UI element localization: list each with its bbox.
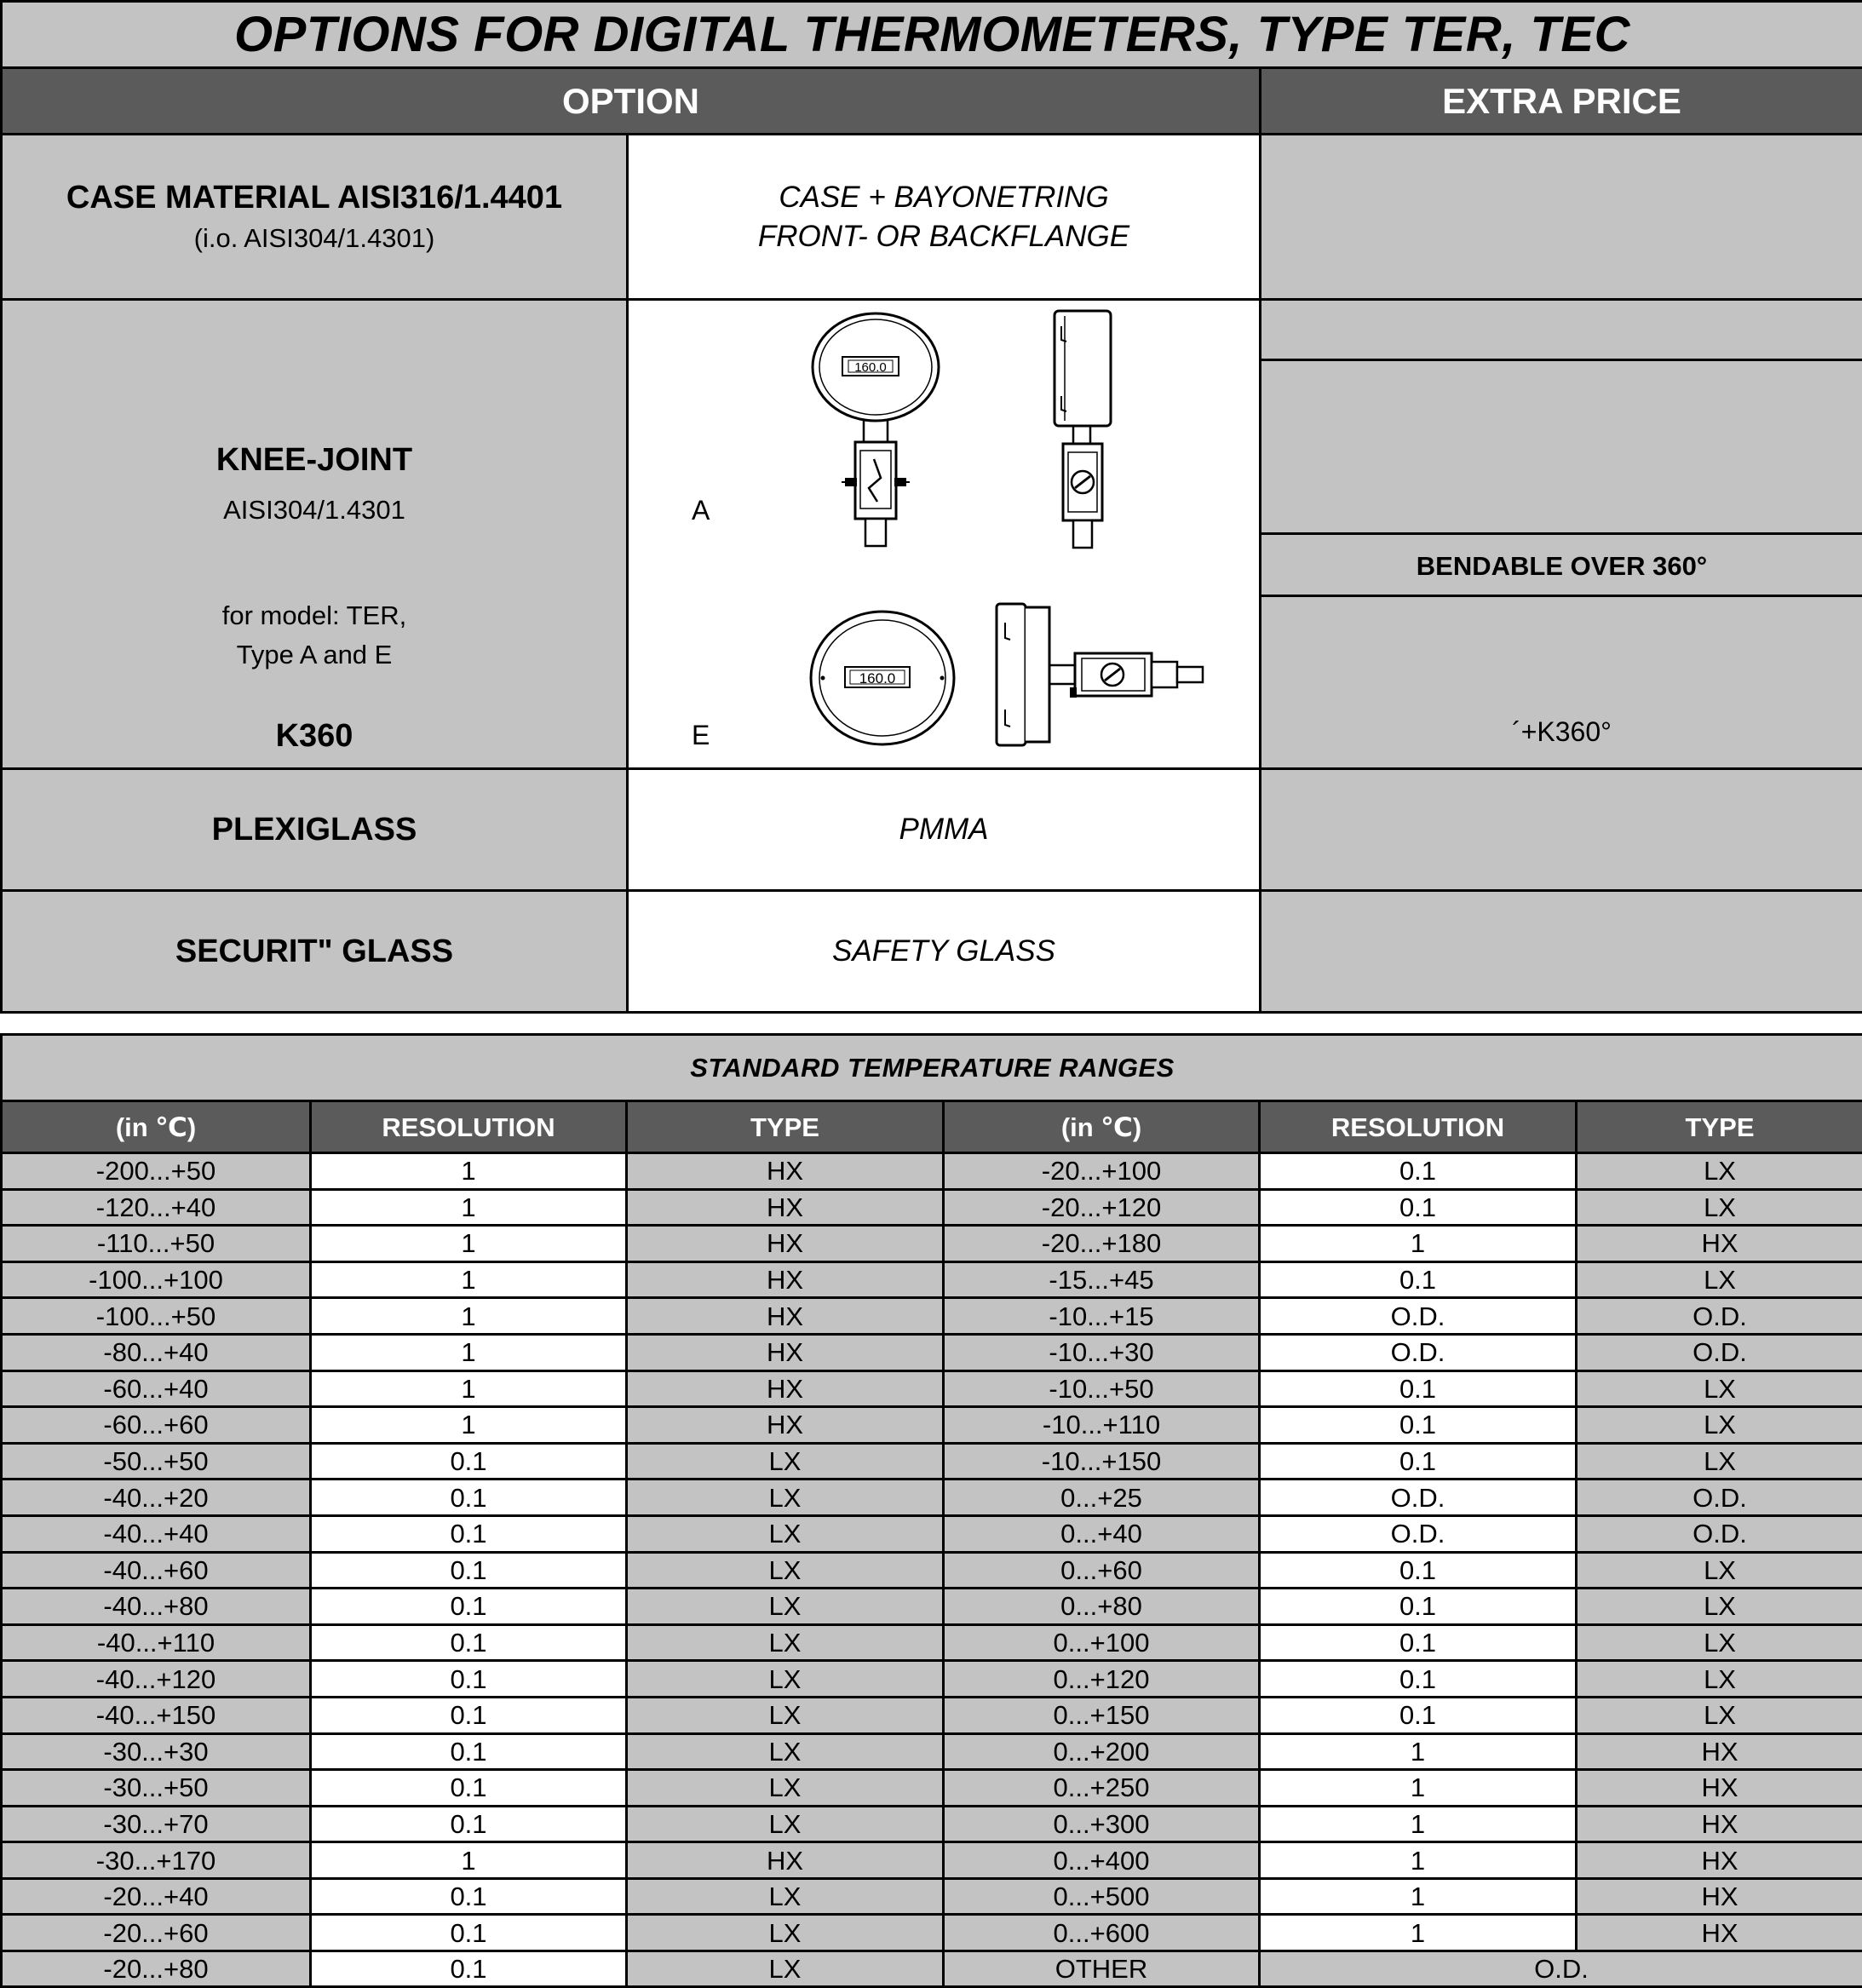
resolution-cell: 1 xyxy=(311,1298,627,1335)
resolution-cell: 1 xyxy=(1260,1226,1577,1262)
type-cell: LX xyxy=(1577,1153,1862,1190)
securit-glass-desc: SAFETY GLASS xyxy=(628,891,1261,1013)
resolution-cell: 0.1 xyxy=(311,1951,627,1987)
type-cell: O.D. xyxy=(1577,1334,1862,1370)
knee-joint-drawing-cell xyxy=(628,300,1261,769)
range-cell: -20...+40 xyxy=(2,1878,311,1915)
option-header: OPTION xyxy=(2,68,1261,135)
type-cell: LX xyxy=(1577,1370,1862,1407)
type-cell: LX xyxy=(1577,1624,1862,1661)
type-header-right: TYPE xyxy=(1577,1101,1862,1153)
plexiglass-desc: PMMA xyxy=(628,769,1261,891)
range-cell: 0...+80 xyxy=(944,1589,1260,1625)
table-row xyxy=(2,1298,1862,1335)
table-row xyxy=(2,1515,1862,1552)
knee-joint-cell xyxy=(2,300,628,769)
range-cell: -50...+50 xyxy=(2,1443,311,1480)
resolution-cell: 1 xyxy=(311,1261,627,1298)
resolution-cell: 0.1 xyxy=(311,1697,627,1733)
resolution-cell: 0.1 xyxy=(1260,1661,1577,1698)
plexiglass-price-cell xyxy=(1261,769,1862,891)
table-row xyxy=(2,1733,1862,1770)
case-material-price-cell xyxy=(1261,135,1862,300)
type-e-side-drawing xyxy=(985,599,1249,752)
type-cell: HX xyxy=(627,1261,944,1298)
range-cell: -15...+45 xyxy=(944,1261,1260,1298)
options-title: OPTIONS FOR DIGITAL THERMOMETERS, TYPE TER, TEC xyxy=(2,2,1862,68)
type-cell: LX xyxy=(627,1552,944,1589)
range-cell: -40...+120 xyxy=(2,1661,311,1698)
type-cell: LX xyxy=(1577,1661,1862,1698)
range-cell: -10...+150 xyxy=(944,1443,1260,1480)
bendable-note: BENDABLE OVER 360° xyxy=(1261,551,1862,582)
range-cell: 0...+100 xyxy=(944,1624,1260,1661)
type-cell: LX xyxy=(1577,1443,1862,1480)
range-cell: 0...+400 xyxy=(944,1842,1260,1879)
knee-joint-model-line2: Type A and E xyxy=(3,640,626,670)
case-material-desc-cell xyxy=(628,135,1261,300)
type-cell: HX xyxy=(627,1298,944,1335)
resolution-cell: 0.1 xyxy=(311,1589,627,1625)
type-cell: O.D. xyxy=(1577,1298,1862,1335)
resolution-cell: 0.1 xyxy=(311,1443,627,1480)
range-cell: 0...+500 xyxy=(944,1878,1260,1915)
type-cell: HX xyxy=(1577,1770,1862,1807)
type-cell: LX xyxy=(1577,1697,1862,1733)
type-cell: LX xyxy=(627,1878,944,1915)
knee-joint-material: AISI304/1.4301 xyxy=(3,495,626,526)
resolution-cell: 0.1 xyxy=(1260,1443,1577,1480)
type-cell: LX xyxy=(627,1589,944,1625)
resolution-cell: 0.1 xyxy=(1260,1153,1577,1190)
type-cell: HX xyxy=(1577,1915,1862,1951)
table-row xyxy=(2,1770,1862,1807)
type-cell: HX xyxy=(627,1334,944,1370)
type-cell: HX xyxy=(627,1407,944,1444)
resolution-header-right: RESOLUTION xyxy=(1260,1101,1577,1153)
resolution-cell: 0.1 xyxy=(1260,1407,1577,1444)
type-cell: HX xyxy=(627,1189,944,1226)
range-cell: 0...+120 xyxy=(944,1661,1260,1698)
range-cell: 0...+40 xyxy=(944,1515,1260,1552)
type-cell: HX xyxy=(1577,1842,1862,1879)
resolution-cell: 0.1 xyxy=(311,1515,627,1552)
resolution-cell: 1 xyxy=(1260,1770,1577,1807)
knee-joint-price-code: ´+K360° xyxy=(1261,716,1862,748)
type-cell: HX xyxy=(627,1370,944,1407)
type-cell: LX xyxy=(627,1515,944,1552)
range-cell: 0...+25 xyxy=(944,1480,1260,1516)
table-row xyxy=(2,1915,1862,1951)
type-cell: O.D. xyxy=(1577,1480,1862,1516)
resolution-cell: 0.1 xyxy=(311,1733,627,1770)
type-cell: LX xyxy=(627,1443,944,1480)
resolution-cell: 1 xyxy=(311,1153,627,1190)
resolution-cell: 1 xyxy=(311,1842,627,1879)
type-cell: LX xyxy=(627,1951,944,1987)
table-row xyxy=(2,1624,1862,1661)
other-range-cell: OTHER xyxy=(944,1951,1260,1987)
resolution-cell: 1 xyxy=(1260,1733,1577,1770)
range-cell: -10...+15 xyxy=(944,1298,1260,1335)
ranges-title: STANDARD TEMPERATURE RANGES xyxy=(2,1035,1862,1101)
type-cell: O.D. xyxy=(1577,1515,1862,1552)
table-row xyxy=(2,1226,1862,1262)
type-cell: HX xyxy=(627,1842,944,1879)
resolution-cell: O.D. xyxy=(1260,1480,1577,1516)
table-row xyxy=(2,1261,1862,1298)
type-cell: LX xyxy=(627,1806,944,1842)
range-cell: -10...+50 xyxy=(944,1370,1260,1407)
range-cell: -20...+100 xyxy=(944,1153,1260,1190)
range-cell: -40...+150 xyxy=(2,1697,311,1733)
knee-joint-model-line1: for model: TER, xyxy=(3,600,626,631)
table-row xyxy=(2,1806,1862,1842)
type-cell: HX xyxy=(627,1153,944,1190)
range-cell: -100...+50 xyxy=(2,1298,311,1335)
type-cell: LX xyxy=(1577,1552,1862,1589)
table-row xyxy=(2,1407,1862,1444)
range-cell: -40...+80 xyxy=(2,1589,311,1625)
table-row xyxy=(2,1661,1862,1698)
table-row xyxy=(2,1552,1862,1589)
resolution-cell: 0.1 xyxy=(311,1770,627,1807)
range-cell: -80...+40 xyxy=(2,1334,311,1370)
type-cell: HX xyxy=(1577,1733,1862,1770)
table-row xyxy=(2,1370,1862,1407)
range-cell: -10...+110 xyxy=(944,1407,1260,1444)
securit-glass-price-cell xyxy=(1261,891,1862,1013)
range-cell: 0...+600 xyxy=(944,1915,1260,1951)
table-row xyxy=(2,1189,1862,1226)
table-row xyxy=(2,1878,1862,1915)
case-material-name: CASE MATERIAL AISI316/1.4401 xyxy=(3,180,626,216)
resolution-cell: 1 xyxy=(311,1407,627,1444)
table-row xyxy=(2,1153,1862,1190)
type-a-display: 160.0 xyxy=(854,360,887,375)
type-e-label: E xyxy=(692,720,710,751)
type-cell: LX xyxy=(1577,1189,1862,1226)
type-a-front-drawing xyxy=(807,307,944,554)
resolution-cell: 0.1 xyxy=(1260,1552,1577,1589)
type-a-side-drawing xyxy=(1037,307,1131,554)
range-cell: -30...+170 xyxy=(2,1842,311,1879)
range-cell: -60...+40 xyxy=(2,1370,311,1407)
range-cell: -20...+120 xyxy=(944,1189,1260,1226)
resolution-header-left: RESOLUTION xyxy=(311,1101,627,1153)
knee-joint-name: KNEE-JOINT xyxy=(3,442,626,479)
type-a-label: A xyxy=(692,495,710,526)
type-e-display: 160.0 xyxy=(859,670,896,687)
table-row xyxy=(2,1697,1862,1733)
range-cell: -30...+50 xyxy=(2,1770,311,1807)
type-cell: LX xyxy=(627,1661,944,1698)
range-cell: 0...+250 xyxy=(944,1770,1260,1807)
type-e-front-drawing xyxy=(806,606,959,750)
type-header-left: TYPE xyxy=(627,1101,944,1153)
type-cell: LX xyxy=(627,1733,944,1770)
range-cell: 0...+150 xyxy=(944,1697,1260,1733)
range-cell: -40...+20 xyxy=(2,1480,311,1516)
case-material-note: (i.o. AISI304/1.4301) xyxy=(3,223,626,254)
resolution-cell: 0.1 xyxy=(1260,1370,1577,1407)
resolution-cell: 1 xyxy=(311,1334,627,1370)
resolution-cell: 0.1 xyxy=(1260,1589,1577,1625)
type-cell: HX xyxy=(627,1226,944,1262)
range-cell: -10...+30 xyxy=(944,1334,1260,1370)
resolution-cell: 0.1 xyxy=(311,1806,627,1842)
table-row xyxy=(2,1842,1862,1879)
resolution-cell: 0.1 xyxy=(1260,1624,1577,1661)
range-cell: -30...+70 xyxy=(2,1806,311,1842)
resolution-cell: 0.1 xyxy=(311,1552,627,1589)
resolution-cell: 1 xyxy=(311,1226,627,1262)
range-cell: -40...+40 xyxy=(2,1515,311,1552)
range-header-right: (in ℃) xyxy=(944,1101,1260,1153)
type-cell: LX xyxy=(627,1624,944,1661)
resolution-cell: 1 xyxy=(1260,1806,1577,1842)
resolution-cell: 0.1 xyxy=(311,1624,627,1661)
plexiglass-name: PLEXIGLASS xyxy=(2,769,628,891)
type-cell: HX xyxy=(1577,1878,1862,1915)
type-cell: LX xyxy=(1577,1589,1862,1625)
securit-glass-name: SECURIT" GLASS xyxy=(2,891,628,1013)
type-cell: HX xyxy=(1577,1806,1862,1842)
range-cell: -110...+50 xyxy=(2,1226,311,1262)
type-cell: LX xyxy=(627,1480,944,1516)
range-cell: -20...+180 xyxy=(944,1226,1260,1262)
type-cell: LX xyxy=(1577,1261,1862,1298)
range-cell: -200...+50 xyxy=(2,1153,311,1190)
temperature-ranges-table xyxy=(0,1033,1862,1988)
range-cell: -40...+60 xyxy=(2,1552,311,1589)
knee-joint-price-cell xyxy=(1261,300,1862,769)
range-cell: 0...+60 xyxy=(944,1552,1260,1589)
resolution-cell: 1 xyxy=(1260,1878,1577,1915)
resolution-cell: 1 xyxy=(1260,1915,1577,1951)
range-header-left: (in ℃) xyxy=(2,1101,311,1153)
type-cell: LX xyxy=(627,1697,944,1733)
range-cell: -60...+60 xyxy=(2,1407,311,1444)
type-cell: LX xyxy=(627,1770,944,1807)
case-material-desc-line2: FRONT- OR BACKFLANGE xyxy=(629,220,1259,254)
range-cell: -40...+110 xyxy=(2,1624,311,1661)
table-row xyxy=(2,1480,1862,1516)
range-cell: -120...+40 xyxy=(2,1189,311,1226)
case-material-desc-line1: CASE + BAYONETRING xyxy=(629,181,1259,215)
range-cell: -20...+80 xyxy=(2,1951,311,1987)
resolution-cell: 1 xyxy=(311,1189,627,1226)
table-row xyxy=(2,1334,1862,1370)
range-cell: -20...+60 xyxy=(2,1915,311,1951)
case-material-cell xyxy=(2,135,628,300)
knee-joint-code: K360 xyxy=(3,718,626,755)
type-cell: HX xyxy=(1577,1226,1862,1262)
resolution-cell: O.D. xyxy=(1260,1515,1577,1552)
resolution-cell: 0.1 xyxy=(311,1915,627,1951)
range-cell: 0...+200 xyxy=(944,1733,1260,1770)
other-value-cell: O.D. xyxy=(1260,1951,1862,1987)
resolution-cell: 0.1 xyxy=(311,1480,627,1516)
range-cell: -30...+30 xyxy=(2,1733,311,1770)
resolution-cell: 1 xyxy=(1260,1842,1577,1879)
range-cell: -100...+100 xyxy=(2,1261,311,1298)
type-cell: LX xyxy=(1577,1407,1862,1444)
resolution-cell: 1 xyxy=(311,1370,627,1407)
table-row xyxy=(2,1589,1862,1625)
resolution-cell: 0.1 xyxy=(1260,1189,1577,1226)
extra-price-header: EXTRA PRICE xyxy=(1261,68,1862,135)
resolution-cell: 0.1 xyxy=(311,1878,627,1915)
resolution-cell: 0.1 xyxy=(311,1661,627,1698)
resolution-cell: O.D. xyxy=(1260,1298,1577,1335)
table-row xyxy=(2,1443,1862,1480)
range-cell: 0...+300 xyxy=(944,1806,1260,1842)
resolution-cell: 0.1 xyxy=(1260,1261,1577,1298)
type-cell: LX xyxy=(627,1915,944,1951)
resolution-cell: 0.1 xyxy=(1260,1697,1577,1733)
resolution-cell: O.D. xyxy=(1260,1334,1577,1370)
